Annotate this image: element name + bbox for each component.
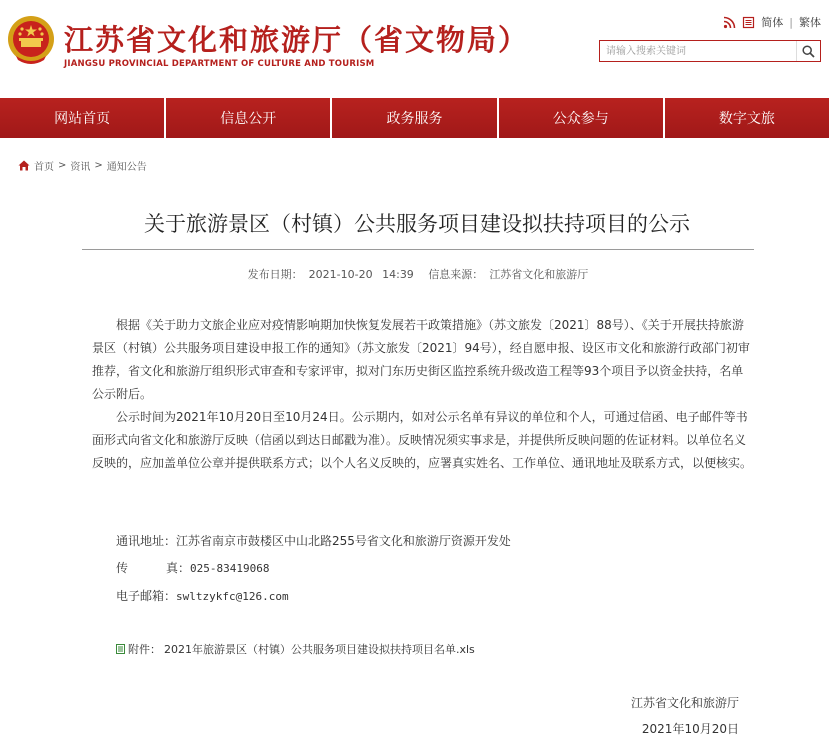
nav-item-public-participation[interactable]: 公众参与 <box>499 98 665 138</box>
article-meta <box>82 266 754 282</box>
site-subtitle: JIANGSU PROVINCIAL DEPARTMENT OF CULTURE AND TOURISM <box>64 59 375 69</box>
contact-email <box>116 587 289 604</box>
breadcrumb-news[interactable]: 资讯 <box>70 162 91 173</box>
fax-label-a: 传 <box>116 561 129 575</box>
info-source: 江苏省文化和旅游厅 <box>489 268 589 281</box>
publish-date: 2021-10-20 <box>308 268 373 281</box>
contact-fax <box>116 559 270 576</box>
attachment-filename[interactable]: 2021年旅游景区（村镇）公共服务项目建设拟扶持项目名单.xls <box>164 643 475 656</box>
rss-icon[interactable] <box>723 16 736 29</box>
address-value: 江苏省南京市鼓楼区中山北路255号省文化和旅游厅资源开发处 <box>176 534 511 548</box>
site-title: 江苏省文化和旅游厅（省文物局） <box>64 23 530 57</box>
breadcrumb-separator: > <box>94 160 103 171</box>
top-links <box>723 14 821 30</box>
signature-organization: 江苏省文化和旅游厅 <box>630 696 739 710</box>
link-separator: | <box>789 15 793 29</box>
fax-value: 025-83419068 <box>190 562 270 575</box>
nav-item-government-services[interactable]: 政务服务 <box>332 98 498 138</box>
email-value[interactable]: swltzykfc@126.com <box>176 590 289 603</box>
nav-item-info-disclosure[interactable]: 信息公开 <box>166 98 332 138</box>
search-input[interactable] <box>600 41 796 61</box>
email-label: 电子邮箱： <box>116 589 177 603</box>
nav-item-digital-tourism[interactable]: 数字文旅 <box>665 98 829 138</box>
breadcrumb-notices[interactable]: 通知公告 <box>106 162 147 173</box>
traditional-chinese-link[interactable]: 繁体 <box>799 16 821 29</box>
simplified-chinese-link[interactable]: 简体 <box>761 16 784 29</box>
breadcrumb-home[interactable]: 首页 <box>34 162 54 173</box>
paragraph: 根据《关于助力文旅企业应对疫情影响期加快恢复发展若干政策措施》（苏文旅发〔2021〕88号）、《关于开展扶持旅游景区（村镇）公共服务项目建设申报工作的通知》（苏文旅发〔2021〕94号），经自愿申报、设区市文化和旅游行政部门初审推荐，省文化和旅游厅组织形式审查和专家评审，拟对门东历史街区监控系统升级改造工程等93个项目予以资金扶持，名单公示附后。 <box>92 318 750 401</box>
attachment-link[interactable] <box>116 641 475 657</box>
national-emblem-icon[interactable] <box>6 14 56 66</box>
date-label: 发布日期： <box>247 268 303 281</box>
excel-file-icon <box>116 644 125 654</box>
site-header <box>0 0 829 98</box>
article-body <box>92 314 752 475</box>
publish-time: 14:39 <box>382 268 414 281</box>
accessibility-icon[interactable] <box>742 16 755 29</box>
breadcrumb-separator: > <box>58 160 67 171</box>
source-label: 信息来源： <box>428 268 484 281</box>
nav-item-home[interactable]: 网站首页 <box>0 98 166 138</box>
home-icon <box>18 160 30 171</box>
main-nav <box>0 98 829 138</box>
search-button[interactable] <box>796 41 820 61</box>
contact-address <box>116 532 511 549</box>
search-box <box>599 40 821 62</box>
fax-label-b: 真： <box>166 561 191 575</box>
title-divider <box>82 249 754 250</box>
signature-date: 2021年10月20日 <box>641 722 739 736</box>
article-title: 关于旅游景区（村镇）公共服务项目建设拟扶持项目的公示 <box>144 212 690 236</box>
paragraph: 公示时间为2021年10月20日至10月24日。公示期内，如对公示名单有异议的单位和个人，可通过信函、电子邮件等书面形式向省文化和旅游厅反映（信函以到达日邮戳为准）。反映情况须实事求是，并提供所反映问题的佐证材料。以单位名义反映的，应加盖单位公章并提供联系方式；以个人名义反映的，应署真实姓名、工作单位、通讯地址及联系方式，以便核实。 <box>92 410 753 470</box>
breadcrumb <box>18 158 147 173</box>
attachment-label: 附件： <box>128 643 161 656</box>
search-icon <box>802 45 815 58</box>
address-label: 通讯地址： <box>116 534 177 548</box>
